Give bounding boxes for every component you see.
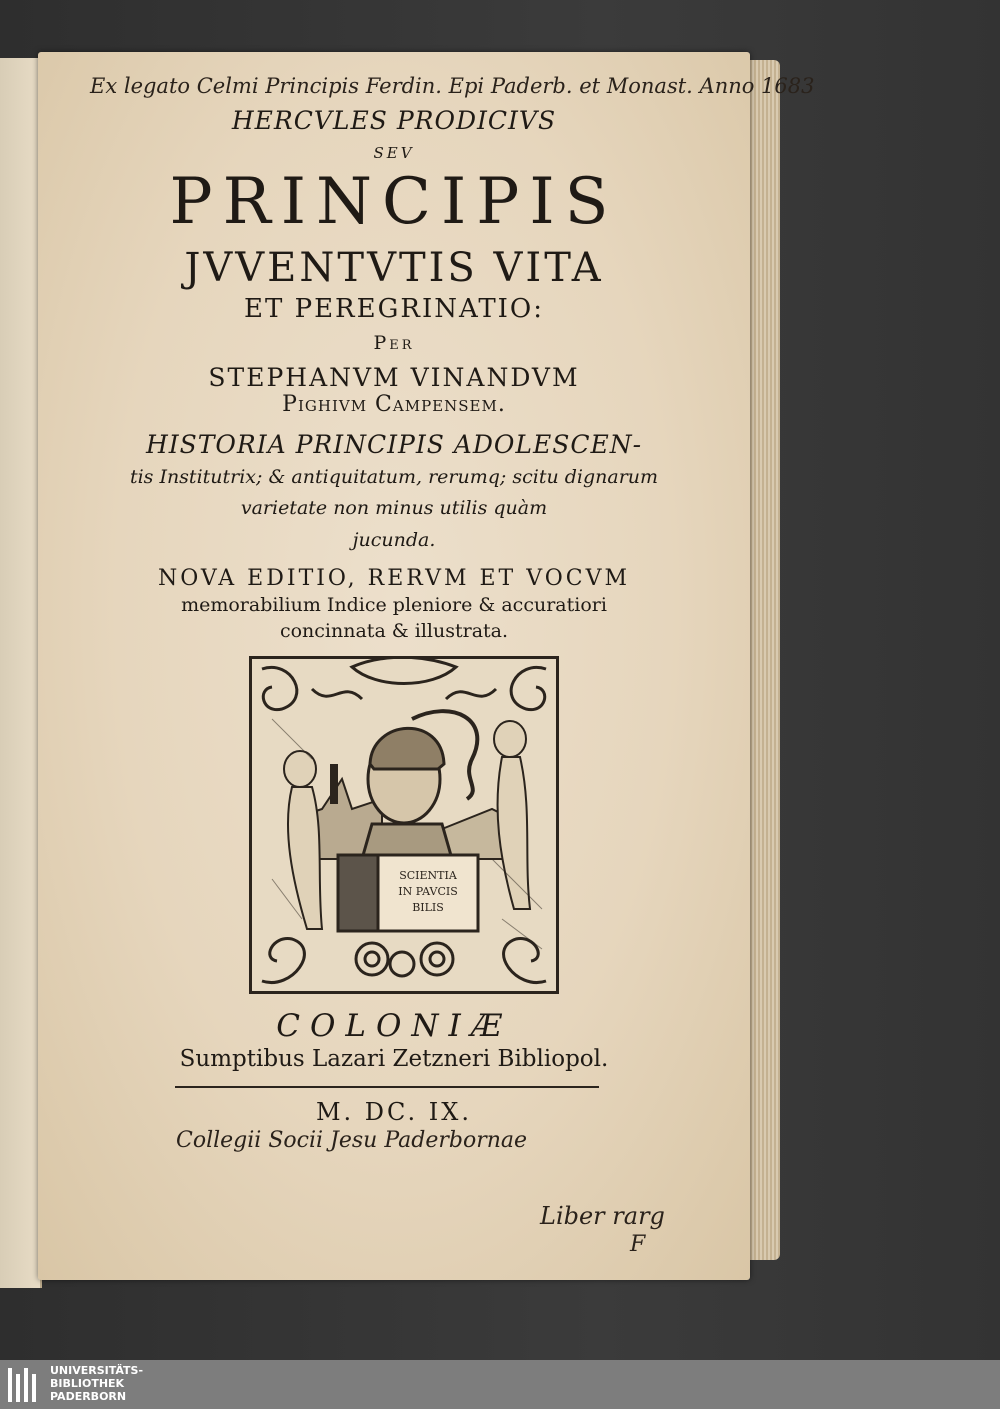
library-name [50, 1364, 143, 1403]
handwritten-shelfmark-letter: F [630, 1232, 646, 1257]
imprint-place: COLONIÆ [276, 1008, 512, 1044]
author-origin: Pighivm Campensem. [282, 392, 506, 417]
book-motto-line-3: BILIS [412, 901, 444, 914]
title-page [38, 52, 815, 1280]
library-footer [0, 1360, 1000, 1409]
woodcut-image [252, 659, 556, 991]
library-name-line-3: PADERBORN [50, 1390, 127, 1403]
author-name: STEPHANVM VINANDVM [208, 363, 580, 392]
printers-device-woodcut [249, 656, 559, 994]
subtitle-line-1: HISTORIA PRINCIPIS ADOLESCEN- [145, 430, 643, 459]
edition-line-2: memorabilium Indice pleniore & accuratiori [181, 594, 607, 616]
book-motto-line-2: IN PAVCIS [398, 885, 458, 898]
title-line-peregrinatio: ET PEREGRINATIO: [243, 294, 545, 324]
title-line-hercules: HERCVLES PRODICIVS [231, 106, 557, 135]
title-line-principis: PRINCIPIS [169, 165, 619, 239]
handwritten-shelfmark: Liber rarg [540, 1202, 665, 1230]
library-logo-icon [6, 1366, 42, 1404]
imprint-year: M. DC. IX. [315, 1098, 473, 1126]
subtitle-line-3: varietate non minus utilis quàm [240, 497, 548, 519]
library-name-line-1: UNIVERSITÄTS- [50, 1364, 144, 1377]
book-motto-line-1: SCIENTIA [399, 869, 457, 882]
handwritten-owner-note: Collegii Socii Jesu Paderbornae [176, 1128, 528, 1153]
subtitle-line-4: jucunda. [352, 529, 436, 551]
left-page-edge [0, 58, 42, 1288]
subtitle-line-2: tis Institutrix; & antiquitatum, rerumq; scitu dignarum [129, 466, 659, 488]
title-line-seu: SEV [373, 144, 415, 162]
title-line-juventutis: JVVENTVTIS VITA [184, 245, 604, 291]
imprint-rule [175, 1086, 599, 1088]
title-line-per: Per [373, 332, 415, 354]
edition-line-1: NOVA EDITIO, RERVM ET VOCVM [158, 566, 630, 591]
library-name-line-2: BIBLIOTHEK [50, 1377, 125, 1390]
edition-line-3: concinnata & illustrata. [279, 620, 509, 642]
imprint-publisher: Sumptibus Lazari Zetzneri Bibliopol. [179, 1046, 609, 1072]
handwritten-provenance-top: Ex legato Celmi Principis Ferdin. Epi Paderb. et Monast. Anno 1683 [90, 74, 815, 98]
